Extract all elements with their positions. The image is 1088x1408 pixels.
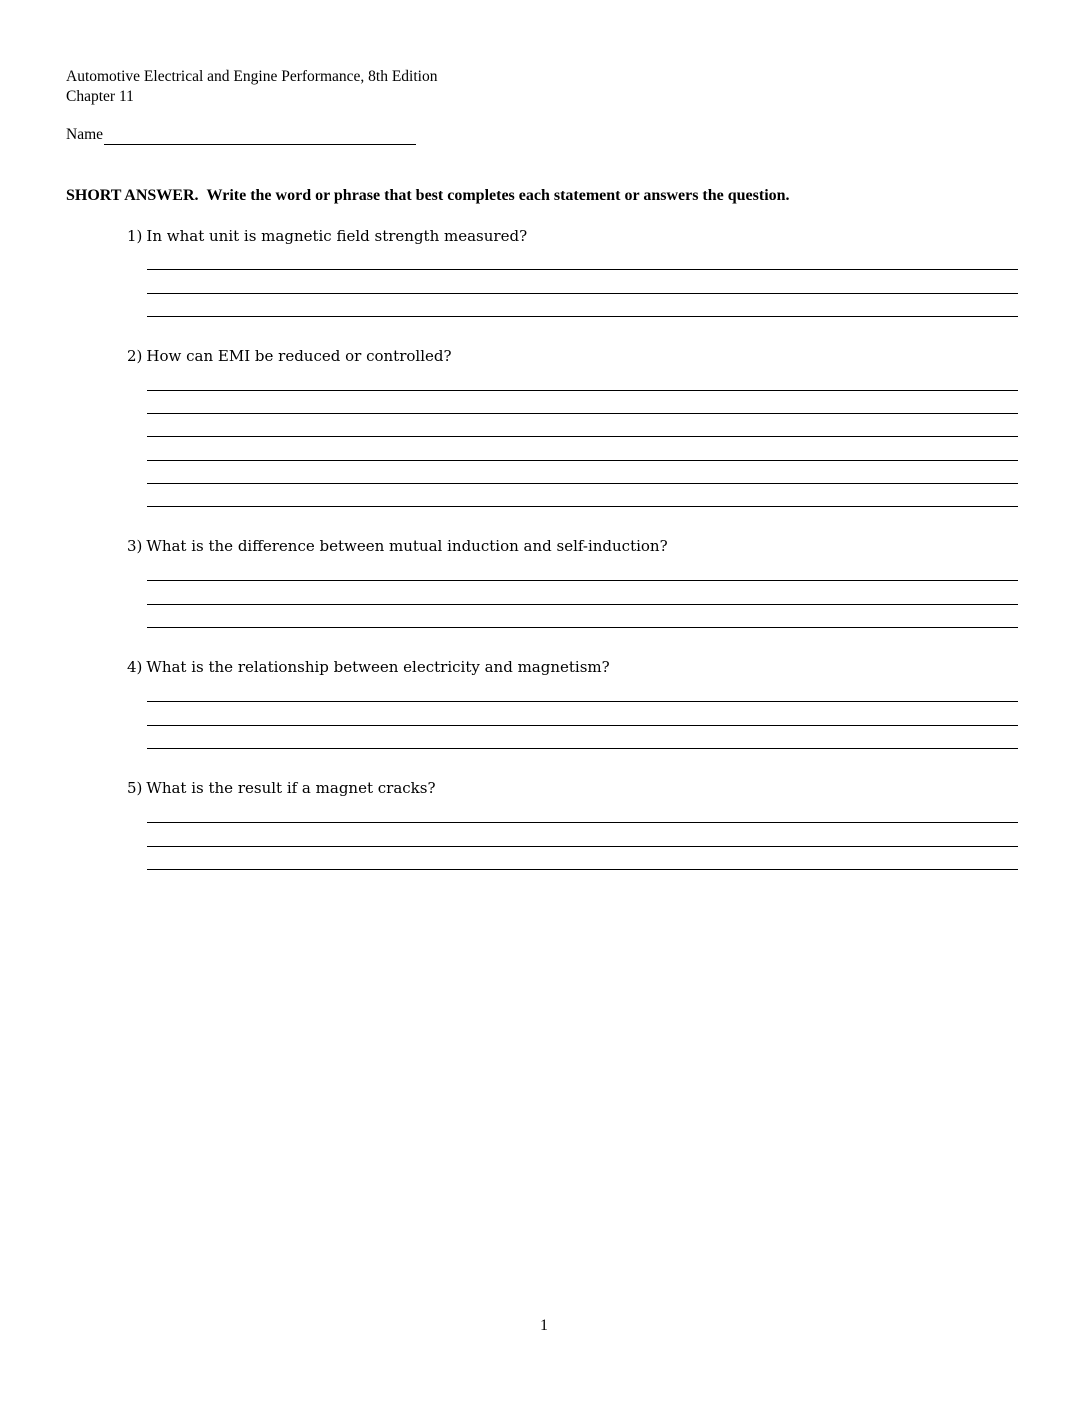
name-field-row (66, 125, 416, 145)
question-text (127, 536, 668, 556)
answer-line (147, 701, 1018, 702)
answer-line (147, 293, 1018, 294)
question-number: 4) (127, 658, 143, 676)
book-title: Automotive Electrical and Engine Performance, 8th Edition (66, 68, 438, 85)
name-label: Name (66, 126, 104, 143)
instructions-text: Write the word or phrase that best completes each statement or answers the question. (206, 187, 790, 204)
question-prompt: How can EMI be reduced or controlled? (146, 347, 452, 365)
answer-line (147, 846, 1018, 847)
question-text (127, 657, 610, 677)
page-number: 1 (540, 1317, 548, 1334)
question-number: 2) (127, 347, 143, 365)
question-number: 1) (127, 227, 143, 245)
section-heading: SHORT ANSWER. (66, 187, 199, 204)
chapter-label: Chapter 11 (66, 88, 134, 105)
question-prompt: In what unit is magnetic field strength measured? (146, 227, 528, 245)
question-text (127, 226, 527, 246)
question-text (127, 778, 436, 798)
question-number: 3) (127, 537, 143, 555)
section-instructions (66, 186, 790, 206)
answer-line (147, 725, 1018, 726)
answer-line (147, 483, 1018, 484)
question-number: 5) (127, 779, 143, 797)
question-prompt: What is the result if a magnet cracks? (146, 779, 436, 797)
answer-line (147, 390, 1018, 391)
answer-line (147, 506, 1018, 507)
answer-line (147, 460, 1018, 461)
name-blank-line (104, 128, 416, 145)
question-text (127, 346, 452, 366)
answer-line (147, 269, 1018, 270)
answer-line (147, 869, 1018, 870)
question-prompt: What is the difference between mutual induction and self-induction? (146, 537, 668, 555)
answer-line (147, 316, 1018, 317)
answer-line (147, 604, 1018, 605)
answer-line (147, 413, 1018, 414)
answer-line (147, 748, 1018, 749)
answer-line (147, 822, 1018, 823)
answer-line (147, 627, 1018, 628)
question-prompt: What is the relationship between electricity and magnetism? (146, 658, 610, 676)
answer-line (147, 580, 1018, 581)
answer-line (147, 436, 1018, 437)
